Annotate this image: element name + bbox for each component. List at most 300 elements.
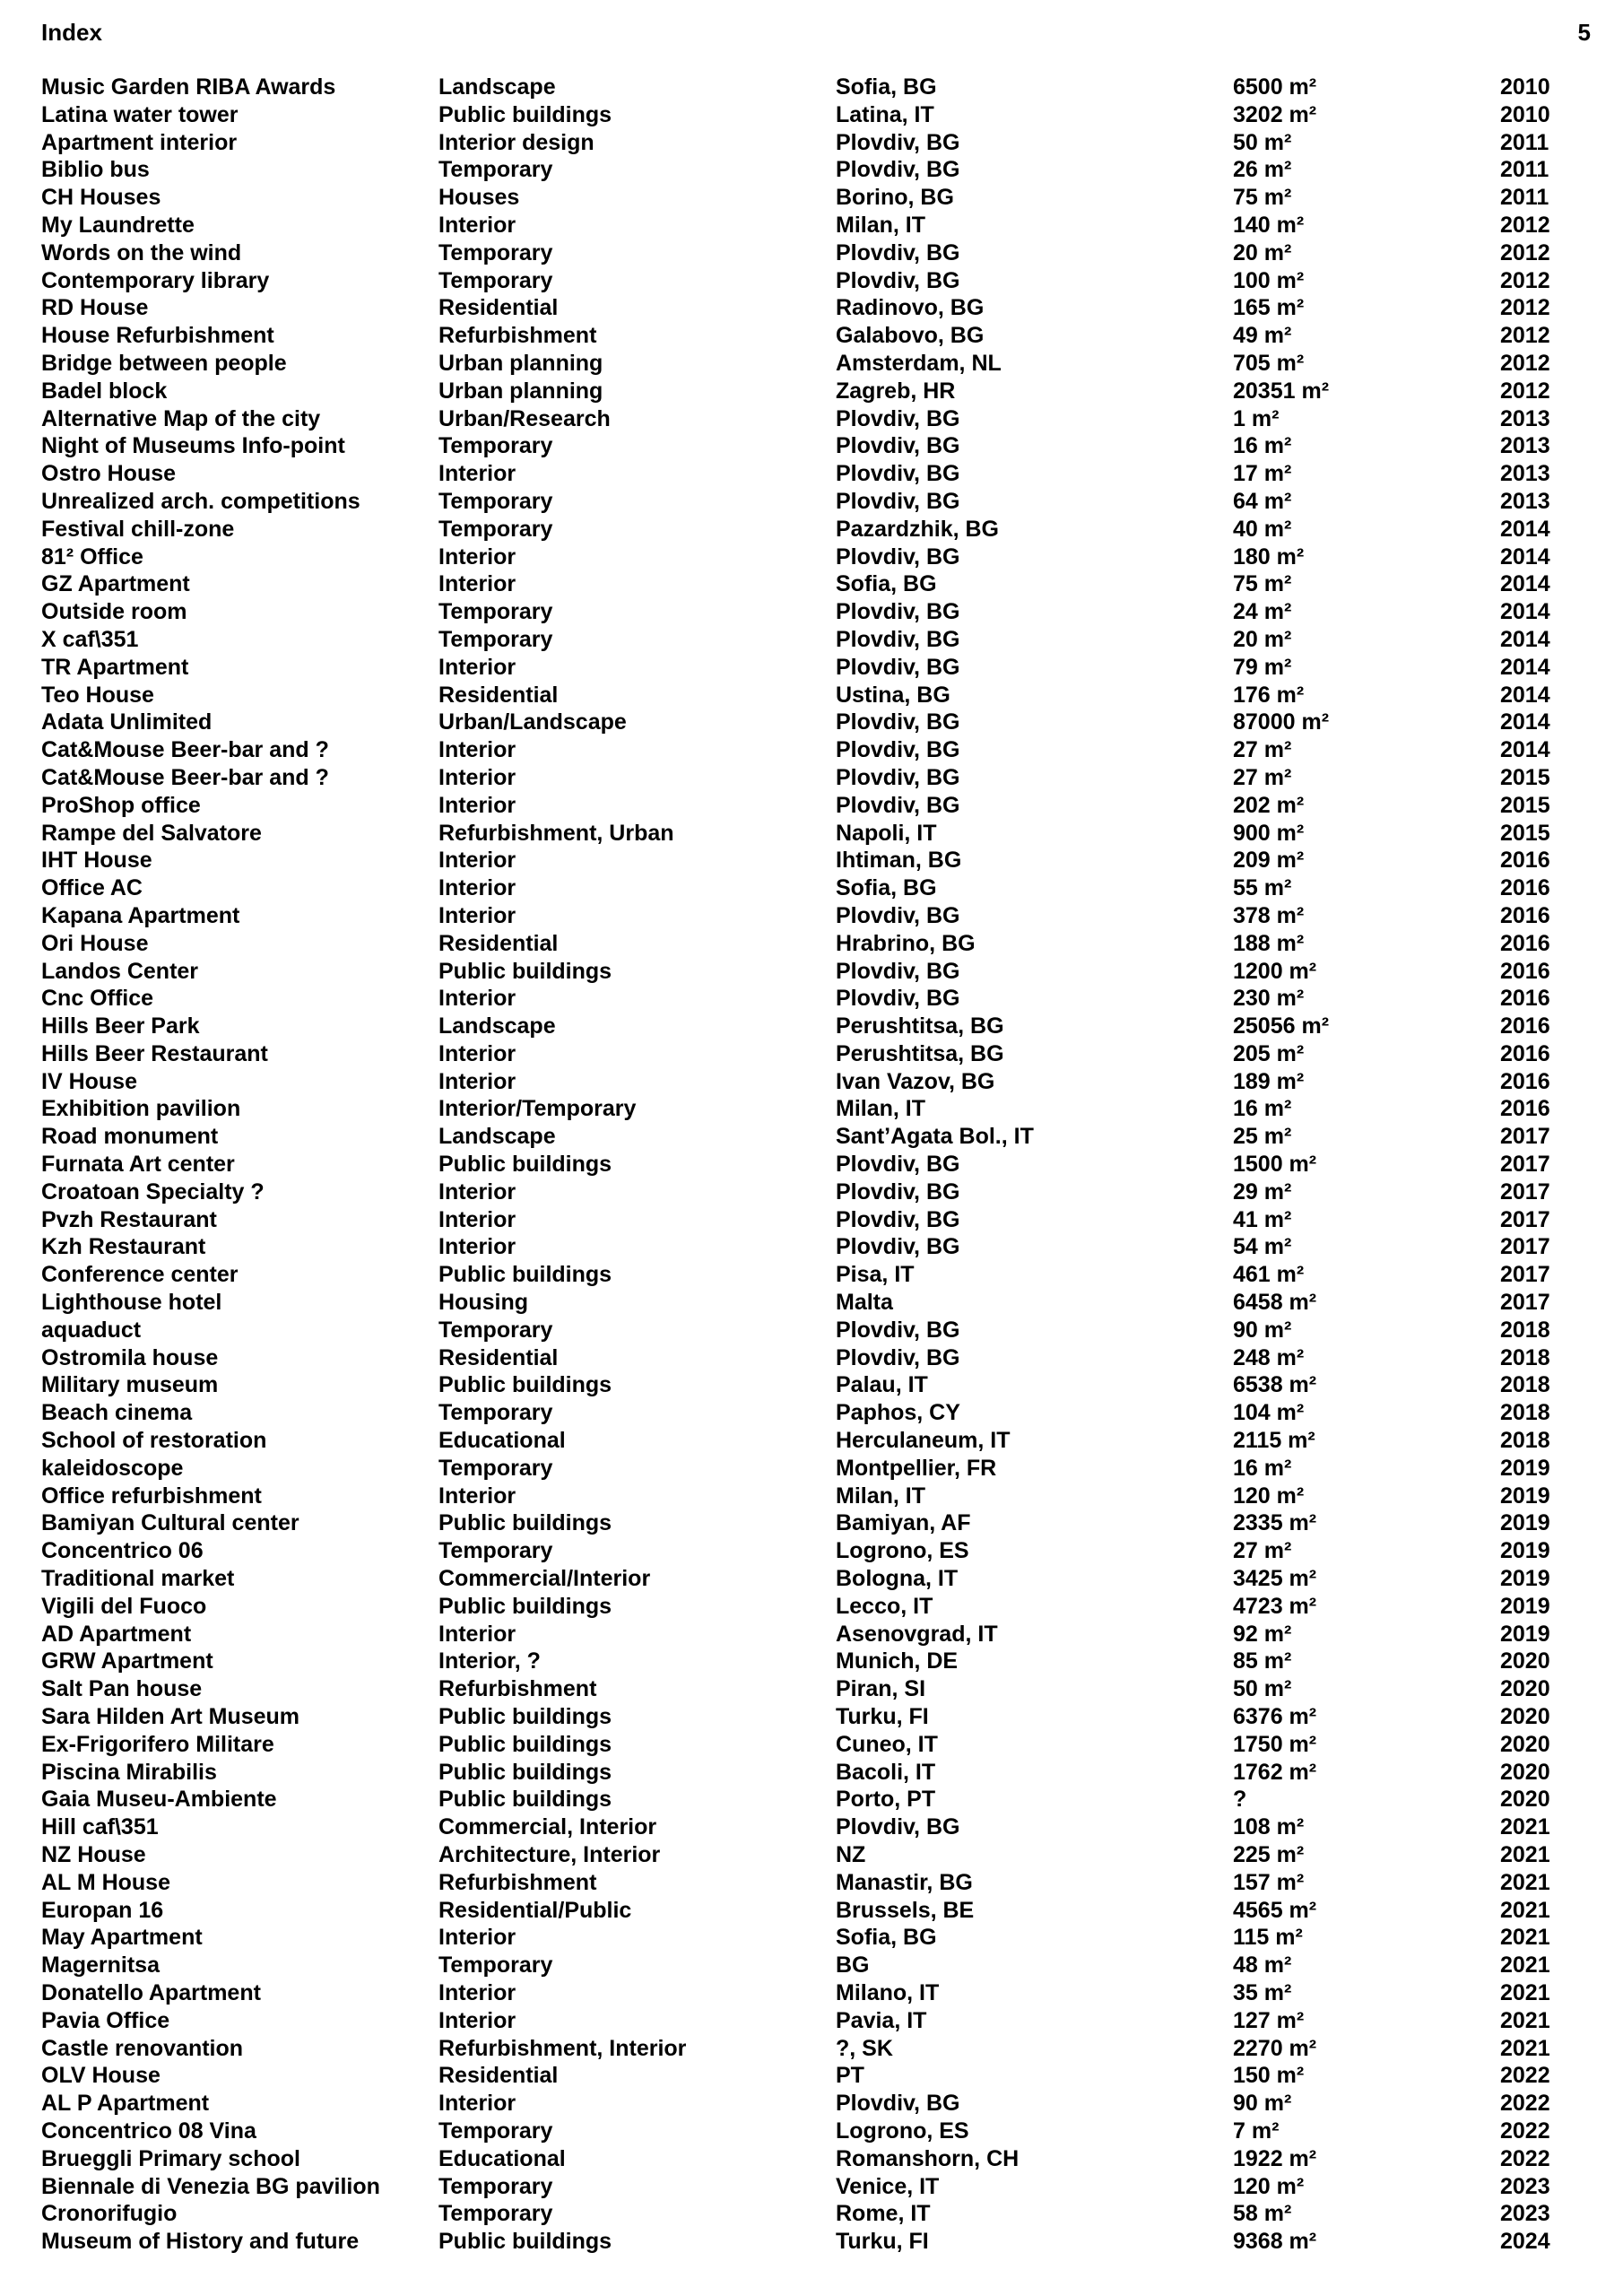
project-area: 90 m² — [1233, 1317, 1292, 1343]
project-year: 2019 — [1500, 1566, 1550, 1592]
project-area: 230 m² — [1233, 986, 1305, 1012]
project-year: 2011 — [1500, 129, 1549, 155]
index-row — [41, 792, 1566, 820]
project-area: 20 m² — [1233, 626, 1292, 652]
project-name: Cat&Mouse Beer-bar and ? — [41, 737, 329, 763]
project-area: 157 m² — [1233, 1869, 1305, 1895]
index-row — [41, 1344, 1566, 1372]
project-year: 2021 — [1500, 2035, 1550, 2061]
project-category: Interior — [438, 764, 516, 790]
project-name: Concentrico 06 — [41, 1538, 204, 1564]
project-name: Festival chill-zone — [41, 516, 235, 542]
project-category: Refurbishment — [438, 1676, 597, 1702]
index-row — [41, 2118, 1566, 2145]
project-category: Residential — [438, 1344, 559, 1370]
index-row — [41, 2007, 1566, 2035]
project-location: PT — [836, 2063, 864, 2089]
project-year: 2024 — [1500, 2229, 1550, 2255]
project-category: Refurbishment, Interior — [438, 2035, 687, 2061]
project-category: Interior — [438, 737, 516, 763]
project-category: Educational — [438, 2145, 566, 2171]
index-row — [41, 1068, 1566, 1096]
project-year: 2021 — [1500, 1842, 1550, 1867]
project-year: 2020 — [1500, 1731, 1550, 1757]
project-area: 705 m² — [1233, 350, 1305, 376]
project-year: 2017 — [1500, 1290, 1550, 1316]
project-name: AD Apartment — [41, 1621, 192, 1647]
project-year: 2019 — [1500, 1455, 1550, 1481]
project-category: Interior — [438, 1068, 516, 1094]
project-area: 92 m² — [1233, 1621, 1292, 1647]
index-row — [41, 1483, 1566, 1510]
project-name: Salt Pan house — [41, 1676, 203, 1702]
project-location: Perushtitsa, BG — [836, 1013, 1004, 1039]
project-name: Concentrico 08 Vina — [41, 2118, 256, 2144]
index-row — [41, 294, 1566, 322]
project-location: Galabovo, BG — [836, 323, 985, 349]
project-category: Temporary — [438, 433, 553, 459]
project-location: Logrono, ES — [836, 2118, 969, 2144]
project-category: Interior — [438, 654, 516, 680]
project-category: Public buildings — [438, 1759, 612, 1785]
project-category: Urban/Research — [438, 405, 611, 431]
project-name: Unrealized arch. competitions — [41, 488, 360, 514]
project-category: Temporary — [438, 599, 553, 625]
index-row — [41, 1841, 1566, 1869]
project-name: TR Apartment — [41, 654, 189, 680]
project-area: 64 m² — [1233, 488, 1292, 514]
project-area: 6376 m² — [1233, 1704, 1317, 1730]
project-name: Teo House — [41, 682, 154, 708]
index-row — [41, 212, 1566, 239]
project-area: 48 m² — [1233, 1952, 1292, 1979]
project-category: Temporary — [438, 1317, 553, 1343]
project-year: 2016 — [1500, 958, 1550, 984]
project-year: 2020 — [1500, 1648, 1550, 1674]
project-area: 180 m² — [1233, 544, 1305, 570]
project-year: 2014 — [1500, 654, 1550, 680]
index-row — [41, 488, 1566, 516]
index-row — [41, 2200, 1566, 2228]
project-name: Ori House — [41, 930, 149, 956]
project-name: House Refurbishment — [41, 323, 274, 349]
project-name: Cat&Mouse Beer-bar and ? — [41, 764, 329, 790]
index-row — [41, 598, 1566, 626]
index-row — [41, 544, 1566, 571]
project-area: 2270 m² — [1233, 2035, 1317, 2061]
project-category: Public buildings — [438, 1593, 612, 1619]
project-location: Munich, DE — [836, 1648, 959, 1674]
project-name: ProShop office — [41, 792, 201, 818]
project-area: 16 m² — [1233, 433, 1292, 459]
project-category: Urban planning — [438, 378, 603, 404]
project-year: 2012 — [1500, 378, 1550, 404]
project-category: Interior — [438, 1979, 516, 2005]
index-row — [41, 1759, 1566, 1787]
project-name: Contemporary library — [41, 267, 270, 293]
project-area: 2335 m² — [1233, 1510, 1317, 1536]
project-year: 2017 — [1500, 1262, 1550, 1288]
project-name: Gaia Museu-Ambiente — [41, 1787, 277, 1813]
project-year: 2012 — [1500, 295, 1550, 321]
project-area: 27 m² — [1233, 737, 1292, 763]
project-area: 79 m² — [1233, 654, 1292, 680]
project-year: 2012 — [1500, 267, 1550, 293]
project-category: Interior — [438, 1178, 516, 1205]
project-category: Temporary — [438, 2201, 553, 2227]
project-year: 2020 — [1500, 1759, 1550, 1785]
project-area: 27 m² — [1233, 1538, 1292, 1564]
project-year: 2012 — [1500, 239, 1550, 265]
project-category: Public buildings — [438, 1152, 612, 1178]
index-row — [41, 1813, 1566, 1841]
project-year: 2012 — [1500, 350, 1550, 376]
project-location: Plovdiv, BG — [836, 129, 960, 155]
project-year: 2017 — [1500, 1234, 1550, 1260]
project-area: 165 m² — [1233, 295, 1305, 321]
project-category: Interior — [438, 902, 516, 928]
index-row — [41, 1151, 1566, 1178]
project-location: Plovdiv, BG — [836, 1317, 960, 1343]
index-row — [41, 2173, 1566, 2201]
index-row — [41, 1289, 1566, 1317]
project-year: 2013 — [1500, 405, 1550, 431]
project-name: Road monument — [41, 1124, 219, 1150]
index-row — [41, 570, 1566, 598]
project-year: 2015 — [1500, 820, 1550, 846]
project-area: 1 m² — [1233, 405, 1280, 431]
project-category: Residential/Public — [438, 1897, 632, 1923]
project-location: Logrono, ES — [836, 1538, 969, 1564]
project-area: 29 m² — [1233, 1178, 1292, 1205]
project-year: 2015 — [1500, 792, 1550, 818]
project-category: Interior — [438, 544, 516, 570]
project-year: 2019 — [1500, 1483, 1550, 1509]
project-category: Temporary — [438, 157, 553, 183]
project-location: Ihtiman, BG — [836, 848, 962, 874]
project-location: Plovdiv, BG — [836, 1152, 960, 1178]
project-name: Lighthouse hotel — [41, 1290, 222, 1316]
project-location: Cuneo, IT — [836, 1731, 938, 1757]
project-location: Radinovo, BG — [836, 295, 985, 321]
project-category: Interior — [438, 461, 516, 487]
project-name: Outside room — [41, 599, 187, 625]
index-row — [41, 1897, 1566, 1925]
project-name: Furnata Art center — [41, 1152, 235, 1178]
project-area: 202 m² — [1233, 792, 1305, 818]
project-location: Turku, FI — [836, 2229, 929, 2255]
project-name: kaleidoscope — [41, 1455, 184, 1481]
index-row — [41, 1206, 1566, 1234]
project-year: 2010 — [1500, 101, 1550, 127]
project-area: 115 m² — [1233, 1925, 1303, 1951]
project-name: Landos Center — [41, 958, 199, 984]
project-category: Temporary — [438, 2173, 553, 2199]
project-area: 54 m² — [1233, 1234, 1292, 1260]
project-category: Landscape — [438, 74, 556, 100]
project-category: Interior — [438, 2007, 516, 2033]
index-row — [41, 1123, 1566, 1151]
index-row — [41, 1924, 1566, 1952]
project-name: Conference center — [41, 1262, 239, 1288]
project-name: Hill caf\351 — [41, 1814, 159, 1840]
project-name: Donatello Apartment — [41, 1979, 261, 2005]
project-year: 2021 — [1500, 1897, 1550, 1923]
project-location: Plovdiv, BG — [836, 267, 960, 293]
project-category: Urban planning — [438, 350, 603, 376]
project-area: 100 m² — [1233, 267, 1305, 293]
project-location: Ivan Vazov, BG — [836, 1068, 995, 1094]
index-row — [41, 129, 1566, 157]
project-area: 900 m² — [1233, 820, 1305, 846]
project-area: 4565 m² — [1233, 1897, 1317, 1923]
project-category: Public buildings — [438, 958, 612, 984]
project-year: 2022 — [1500, 2063, 1550, 2089]
project-year: 2014 — [1500, 709, 1550, 735]
project-name: Piscina Mirabilis — [41, 1759, 217, 1785]
project-location: Brussels, BE — [836, 1897, 975, 1923]
index-row — [41, 1095, 1566, 1123]
project-location: Venice, IT — [836, 2173, 940, 2199]
project-category: Public buildings — [438, 1510, 612, 1536]
project-location: Pavia, IT — [836, 2007, 927, 2033]
project-area: 127 m² — [1233, 2007, 1305, 2033]
index-row — [41, 1731, 1566, 1759]
project-area: 90 m² — [1233, 2091, 1292, 2117]
index-row — [41, 156, 1566, 184]
project-year: 2016 — [1500, 930, 1550, 956]
project-location: Plovdiv, BG — [836, 626, 960, 652]
index-row — [41, 2062, 1566, 2090]
project-area: 75 m² — [1233, 185, 1292, 211]
project-category: Landscape — [438, 1124, 556, 1150]
project-year: 2020 — [1500, 1704, 1550, 1730]
index-row — [41, 820, 1566, 848]
project-year: 2021 — [1500, 1869, 1550, 1895]
project-category: Temporary — [438, 1952, 553, 1979]
project-name: Castle renovantion — [41, 2035, 244, 2061]
project-year: 2013 — [1500, 461, 1550, 487]
project-location: Romanshorn, CH — [836, 2145, 1020, 2171]
index-row — [41, 764, 1566, 792]
index-row — [41, 682, 1566, 709]
project-area: 6458 m² — [1233, 1290, 1317, 1316]
project-name: AL M House — [41, 1869, 170, 1895]
project-name: Adata Unlimited — [41, 709, 213, 735]
project-year: 2019 — [1500, 1593, 1550, 1619]
project-category: Interior — [438, 986, 516, 1012]
project-location: Plovdiv, BG — [836, 709, 960, 735]
project-year: 2011 — [1500, 157, 1549, 183]
project-name: 81² Office — [41, 544, 143, 570]
project-name: Traditional market — [41, 1566, 235, 1592]
index-row — [41, 2035, 1566, 2063]
project-area: 27 m² — [1233, 764, 1292, 790]
project-category: Interior — [438, 1206, 516, 1232]
page-title: Index — [41, 19, 102, 46]
index-row — [41, 847, 1566, 874]
project-category: Temporary — [438, 1455, 553, 1481]
project-year: 2018 — [1500, 1428, 1550, 1454]
project-name: Hills Beer Park — [41, 1013, 200, 1039]
project-location: Pisa, IT — [836, 1262, 915, 1288]
project-area: 1750 m² — [1233, 1731, 1317, 1757]
project-year: 2021 — [1500, 1952, 1550, 1979]
project-location: Sant’Agata Bol., IT — [836, 1124, 1034, 1150]
index-row — [41, 1261, 1566, 1289]
project-area: 16 m² — [1233, 1096, 1292, 1122]
project-category: Houses — [438, 185, 520, 211]
project-location: Napoli, IT — [836, 820, 937, 846]
project-year: 2014 — [1500, 544, 1550, 570]
project-name: Rampe del Salvatore — [41, 820, 262, 846]
index-row — [41, 405, 1566, 433]
project-year: 2021 — [1500, 2007, 1550, 2033]
project-category: Commercial, Interior — [438, 1814, 657, 1840]
project-location: Plovdiv, BG — [836, 654, 960, 680]
project-category: Refurbishment, Urban — [438, 820, 674, 846]
project-year: 2017 — [1500, 1152, 1550, 1178]
index-row — [41, 1178, 1566, 1206]
project-area: 3425 m² — [1233, 1566, 1317, 1592]
project-year: 2020 — [1500, 1676, 1550, 1702]
project-category: Temporary — [438, 267, 553, 293]
project-name: Bamiyan Cultural center — [41, 1510, 299, 1536]
project-area: 75 m² — [1233, 571, 1292, 597]
project-name: Pavia Office — [41, 2007, 170, 2033]
project-category: Public buildings — [438, 1262, 612, 1288]
project-year: 2019 — [1500, 1510, 1550, 1536]
project-location: Borino, BG — [836, 185, 954, 211]
project-category: Interior — [438, 1483, 516, 1509]
project-year: 2018 — [1500, 1400, 1550, 1426]
project-location: Plovdiv, BG — [836, 433, 960, 459]
project-category: Interior — [438, 848, 516, 874]
index-row — [41, 1427, 1566, 1455]
project-area: 50 m² — [1233, 129, 1292, 155]
project-category: Public buildings — [438, 1372, 612, 1398]
project-year: 2018 — [1500, 1344, 1550, 1370]
project-name: Magernitsa — [41, 1952, 160, 1979]
project-area: 209 m² — [1233, 848, 1305, 874]
project-name: Hills Beer Restaurant — [41, 1040, 268, 1066]
project-location: Milan, IT — [836, 212, 925, 238]
project-location: Milan, IT — [836, 1483, 925, 1509]
page-number: 5 — [1577, 19, 1591, 46]
project-year: 2016 — [1500, 1013, 1550, 1039]
project-year: 2012 — [1500, 323, 1550, 349]
project-location: Plovdiv, BG — [836, 1814, 960, 1840]
project-year: 2017 — [1500, 1124, 1550, 1150]
project-category: Refurbishment — [438, 1869, 597, 1895]
index-row — [41, 184, 1566, 212]
project-location: Sofia, BG — [836, 875, 937, 901]
project-area: 25056 m² — [1233, 1013, 1330, 1039]
project-name: My Laundrette — [41, 212, 195, 238]
project-year: 2018 — [1500, 1372, 1550, 1398]
project-location: Lecco, IT — [836, 1593, 933, 1619]
project-category: Commercial/Interior — [438, 1566, 651, 1592]
project-location: Bacoli, IT — [836, 1759, 936, 1785]
project-area: 120 m² — [1233, 1483, 1305, 1509]
project-year: 2013 — [1500, 433, 1550, 459]
project-location: Plovdiv, BG — [836, 737, 960, 763]
project-year: 2023 — [1500, 2173, 1550, 2199]
index-row — [41, 378, 1566, 405]
project-year: 2014 — [1500, 626, 1550, 652]
project-name: Music Garden RIBA Awards — [41, 74, 336, 100]
project-year: 2016 — [1500, 875, 1550, 901]
index-row — [41, 2228, 1566, 2256]
project-location: Plovdiv, BG — [836, 488, 960, 514]
project-year: 2021 — [1500, 1979, 1550, 2005]
project-area: 26 m² — [1233, 157, 1292, 183]
project-name: Ostromila house — [41, 1344, 219, 1370]
project-category: Temporary — [438, 2118, 553, 2144]
project-location: Ustina, BG — [836, 682, 950, 708]
project-area: 1762 m² — [1233, 1759, 1317, 1785]
project-area: 20 m² — [1233, 239, 1292, 265]
project-category: Residential — [438, 682, 559, 708]
index-row — [41, 874, 1566, 902]
project-year: 2010 — [1500, 74, 1550, 100]
index-row — [41, 239, 1566, 267]
project-area: 6500 m² — [1233, 74, 1317, 100]
project-year: 2020 — [1500, 1787, 1550, 1813]
project-category: Housing — [438, 1290, 528, 1316]
project-year: 2016 — [1500, 986, 1550, 1012]
project-name: IV House — [41, 1068, 137, 1094]
project-area: 50 m² — [1233, 1676, 1292, 1702]
project-name: IHT House — [41, 848, 152, 874]
project-location: Bamiyan, AF — [836, 1510, 971, 1536]
project-name: Croatoan Specialty ? — [41, 1178, 265, 1205]
project-category: Public buildings — [438, 2229, 612, 2255]
project-area: 3202 m² — [1233, 101, 1317, 127]
project-category: Interior/Temporary — [438, 1096, 637, 1122]
project-year: 2019 — [1500, 1621, 1550, 1647]
index-row — [41, 1399, 1566, 1427]
project-area: 58 m² — [1233, 2201, 1292, 2227]
project-category: Residential — [438, 930, 559, 956]
project-location: Plovdiv, BG — [836, 544, 960, 570]
project-category: Educational — [438, 1428, 566, 1454]
project-location: Plovdiv, BG — [836, 986, 960, 1012]
project-area: 189 m² — [1233, 1068, 1305, 1094]
index-row — [41, 101, 1566, 129]
project-area: 17 m² — [1233, 461, 1292, 487]
index-row — [41, 1786, 1566, 1813]
project-category: Temporary — [438, 516, 553, 542]
index-row — [41, 1869, 1566, 1897]
project-area: 4723 m² — [1233, 1593, 1317, 1619]
project-location: Palau, IT — [836, 1372, 928, 1398]
project-location: Plovdiv, BG — [836, 2091, 960, 2117]
index-table — [41, 74, 1566, 2256]
project-location: Rome, IT — [836, 2201, 931, 2227]
project-area: 40 m² — [1233, 516, 1292, 542]
project-name: Military museum — [41, 1372, 219, 1398]
project-name: GRW Apartment — [41, 1648, 213, 1674]
project-name: May Apartment — [41, 1925, 203, 1951]
project-year: 2022 — [1500, 2118, 1550, 2144]
project-location: Plovdiv, BG — [836, 902, 960, 928]
index-row — [41, 1455, 1566, 1483]
project-year: 2016 — [1500, 1040, 1550, 1066]
project-category: Residential — [438, 295, 559, 321]
project-location: Plovdiv, BG — [836, 157, 960, 183]
project-area: 120 m² — [1233, 2173, 1305, 2199]
